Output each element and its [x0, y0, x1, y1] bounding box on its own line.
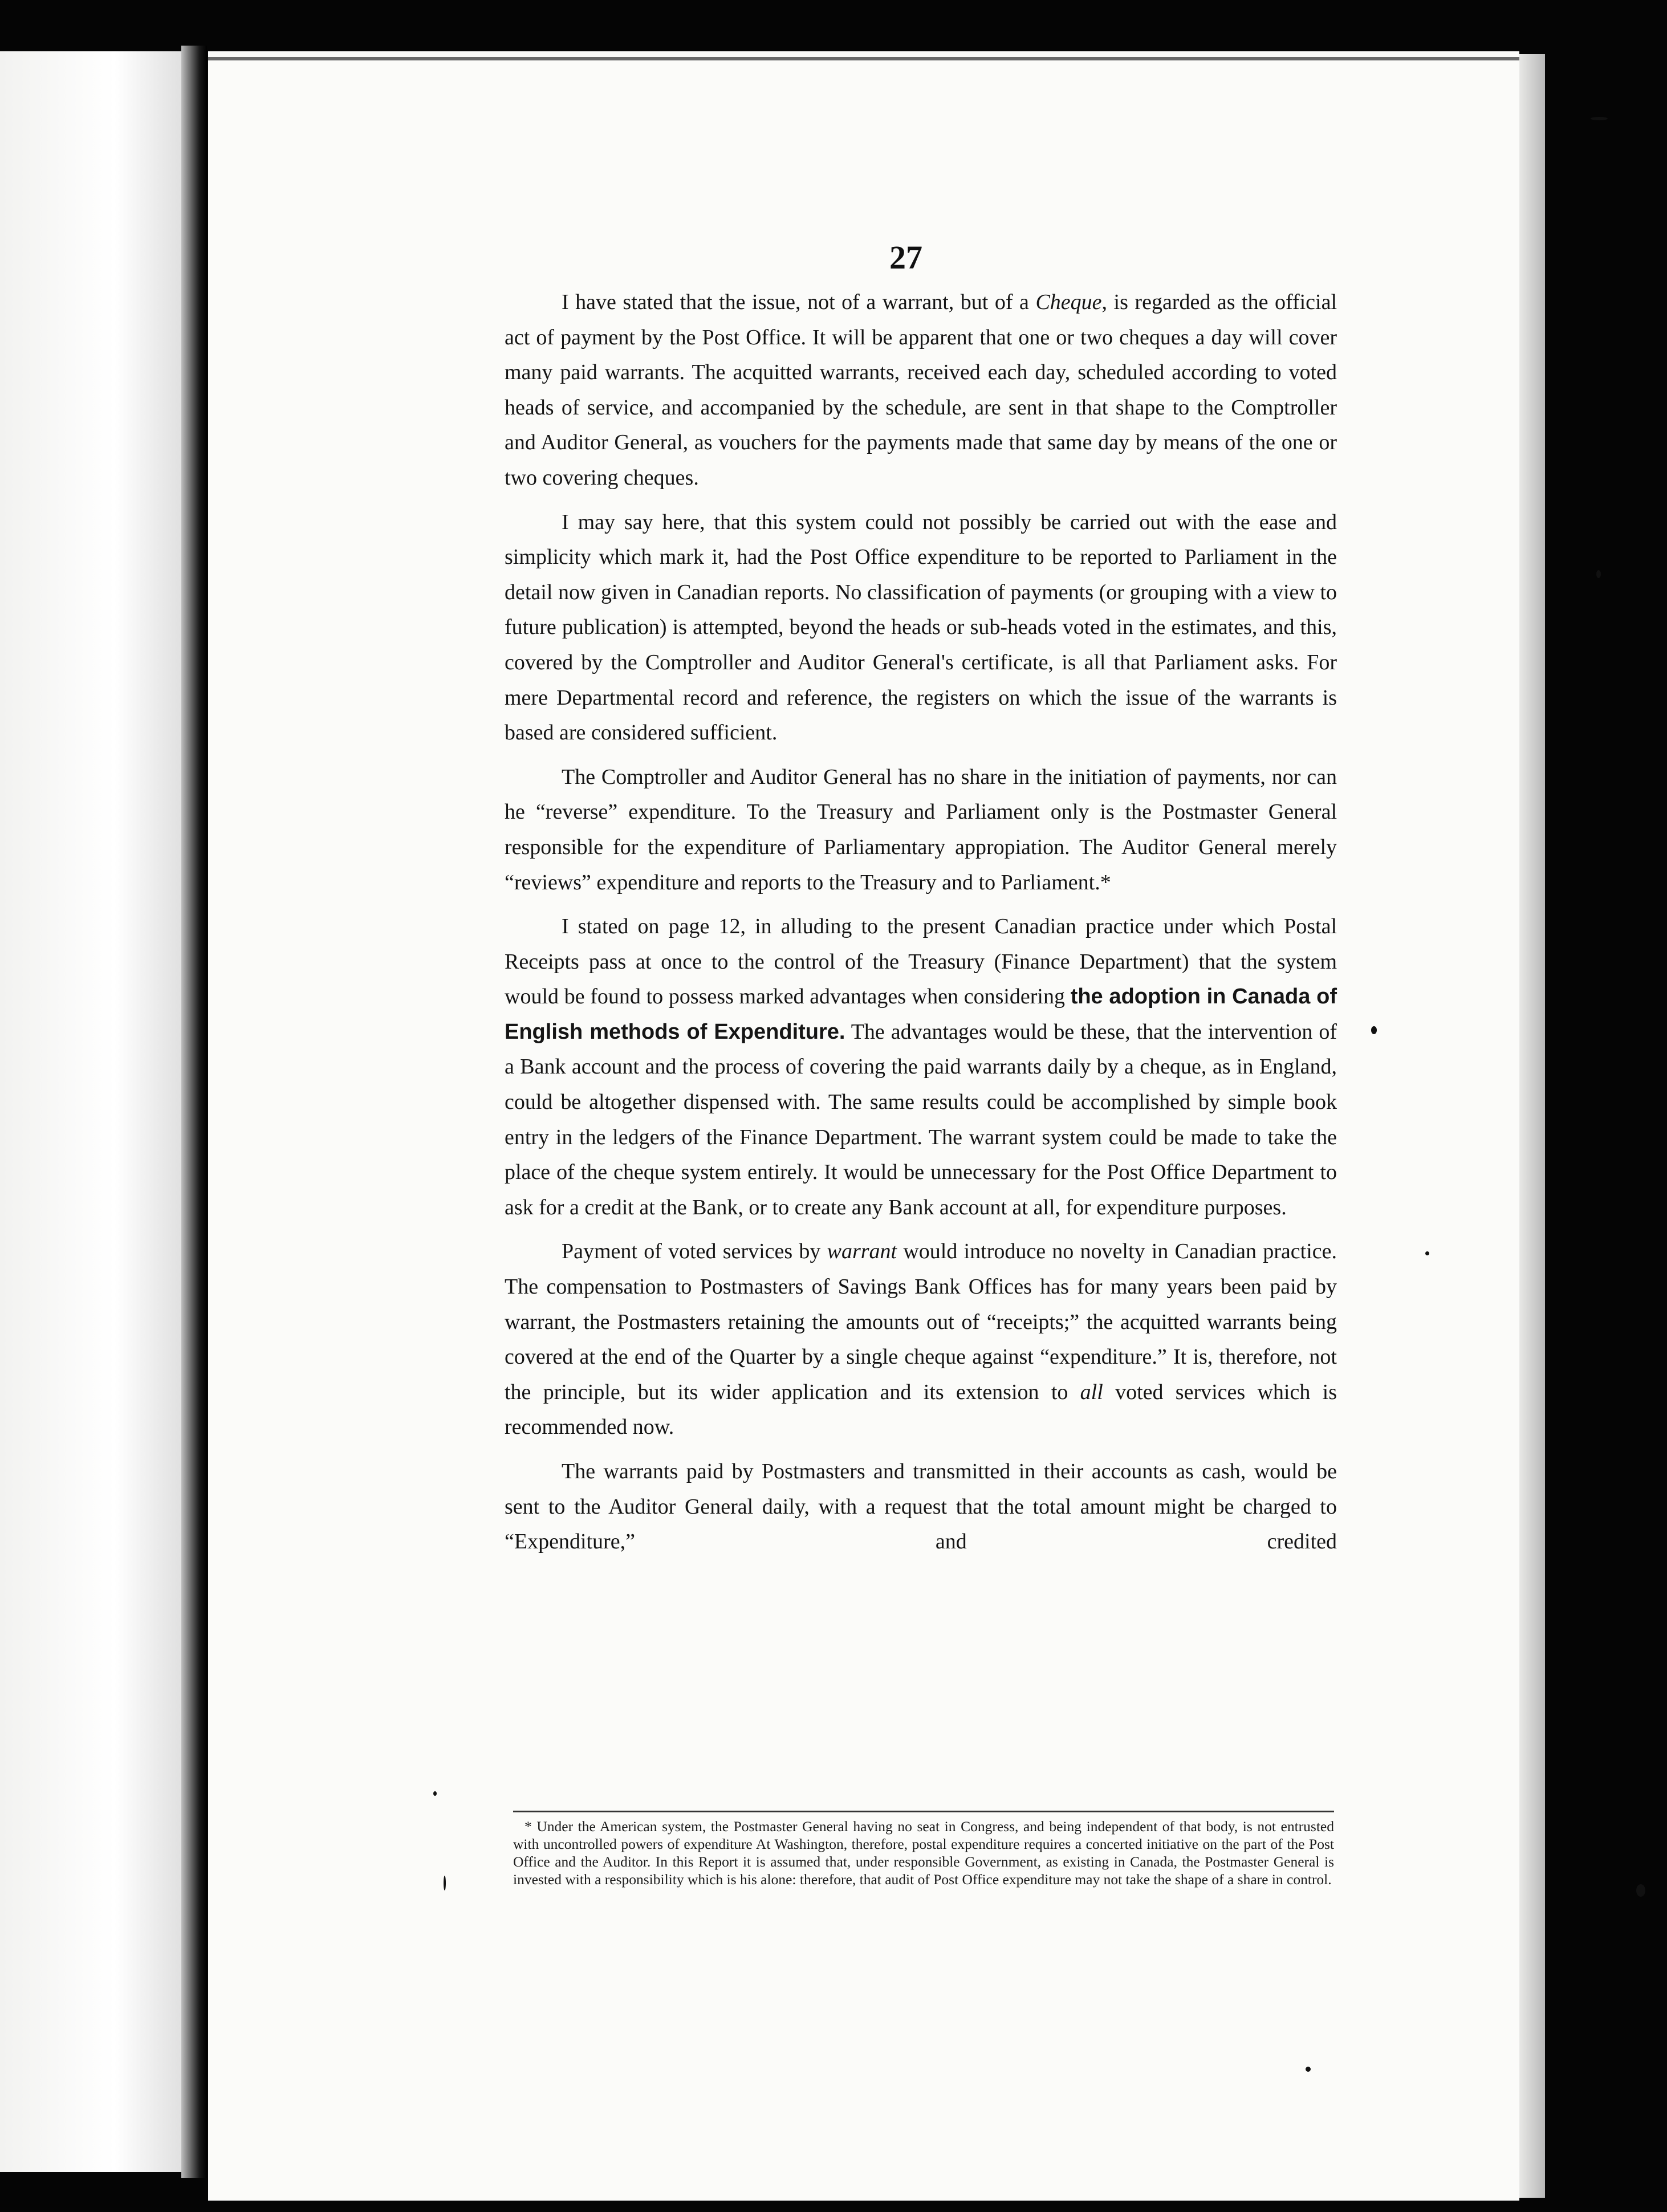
scan-speck [1425, 1251, 1429, 1255]
page-top-rule [208, 57, 1519, 60]
paragraph [505, 1454, 1337, 1560]
italic-text: all [1080, 1380, 1103, 1404]
italic-text: warrant [827, 1239, 897, 1264]
text-run: , is regarded as the official act of payment by the Post Office. It will be apparent that one or two cheques a day will cover many paid warrants. The acquitted warrants, received each day, scheduled according to voted heads of service, and accompanied by the schedule, are sent in that shape to the Comptroller and Auditor General, as vouchers for the payments made that same day by means of the one or two covering cheques. [505, 290, 1337, 490]
text-run: Payment of voted services by [562, 1239, 827, 1264]
italic-text: Cheque [1035, 290, 1102, 314]
scan-speck [1596, 570, 1601, 578]
paragraph [505, 285, 1337, 496]
facing-page-edge [0, 51, 191, 2172]
page-number: 27 [889, 239, 922, 276]
footnote-divider [513, 1811, 1334, 1812]
scan-speck [1591, 117, 1608, 120]
text-run: The advantages would be these, that the intervention of a Bank account and the process of covering the paid warrants daily by a cheque, as in England, could be altogether dispensed with. The same results could be accomplished by simple book entry in the ledgers of the Finance Department. The warrant system could be made to take the place of the cheque system entirely. It would be unnecessary for the Post Office Department to ask for a credit at the Bank, or to create any Bank account at all, for expenditure purposes. [505, 1019, 1337, 1219]
footnote: * Under the American system, the Postmaster General having no seat in Congress, and being independent of that body, is not entrusted with uncontrolled powers of expenditure At Washington, therefore, postal expenditure requires a concerted initiative on the part of the Post Office and the Auditor. In this Report it is assumed that, under responsible Government, as existing in Canada, the Postmaster General is invested with a responsibility which is his alone: therefore, that audit of Post Office expenditure may not take the shape of a share in control. [513, 1818, 1334, 1888]
binding-gutter [181, 46, 207, 2178]
scan-speck [1371, 1026, 1377, 1034]
paragraph [505, 909, 1337, 1225]
scan-speck [444, 1876, 446, 1890]
paragraph [505, 1234, 1337, 1445]
scan-speck [433, 1791, 437, 1796]
text-run: I have stated that the issue, not of a warrant, but of a [562, 290, 1036, 314]
paragraph [505, 505, 1337, 751]
text-run: would introduce no novelty in Canadian practice. The compensation to Postmasters of Savings Bank Offices has for many years been paid by warrant, the Postmasters retaining the amounts out of “receipts;” the acquitted warrants being covered at the end of the Quarter by a single cheque against “expenditure.” It is, therefore, not the principle, but its wider application and its extension to [505, 1239, 1337, 1404]
text-run: The warrants paid by Postmasters and transmitted in their accounts as cash, would be sent to the Auditor General daily, with a request that the total amount might be charged to “Expenditure,” and credited [505, 1459, 1337, 1554]
text-run: The Comptroller and Auditor General has no share in the initiation of payments, nor can he “reverse” expenditure. To the Treasury and Parliament only is the Postmaster General responsible for the expenditure of Parliamentary appropiation. The Auditor General merely “reviews” expenditure and reports to the Treasury and to Parliament.* [505, 765, 1337, 894]
page-edge-right [1519, 54, 1545, 2198]
scan-speck [1636, 1884, 1645, 1897]
text-run: I may say here, that this system could not possibly be carried out with the ease and simplicity which mark it, had the Post Office expenditure to be reported to Parliament in the detail now given in Canadian reports. No classification of payments (or grouping with a view to future publication) is attempted, beyond the heads or sub-heads voted in the estimates, and this, covered by the Comptroller and Auditor General's certificate, is all that Parliament asks. For mere Departmental record and reference, the registers on which the issue of the warrants is based are considered sufficient. [505, 510, 1337, 745]
body-text [505, 285, 1337, 1560]
paragraph [505, 760, 1337, 900]
scan-speck [1306, 2067, 1311, 2072]
text-run: I stated on page 12, in alluding to the present Canadian practice under which Postal Receipts pass at once to the control of the Treasury (Finance Department) that the system would be found to possess marked advantages when considering [505, 914, 1337, 1009]
text-run: voted services which is recommended now. [505, 1380, 1337, 1440]
bold-emphasis-text: the adoption in Canada of English methods of Expenditure. [505, 985, 1337, 1044]
